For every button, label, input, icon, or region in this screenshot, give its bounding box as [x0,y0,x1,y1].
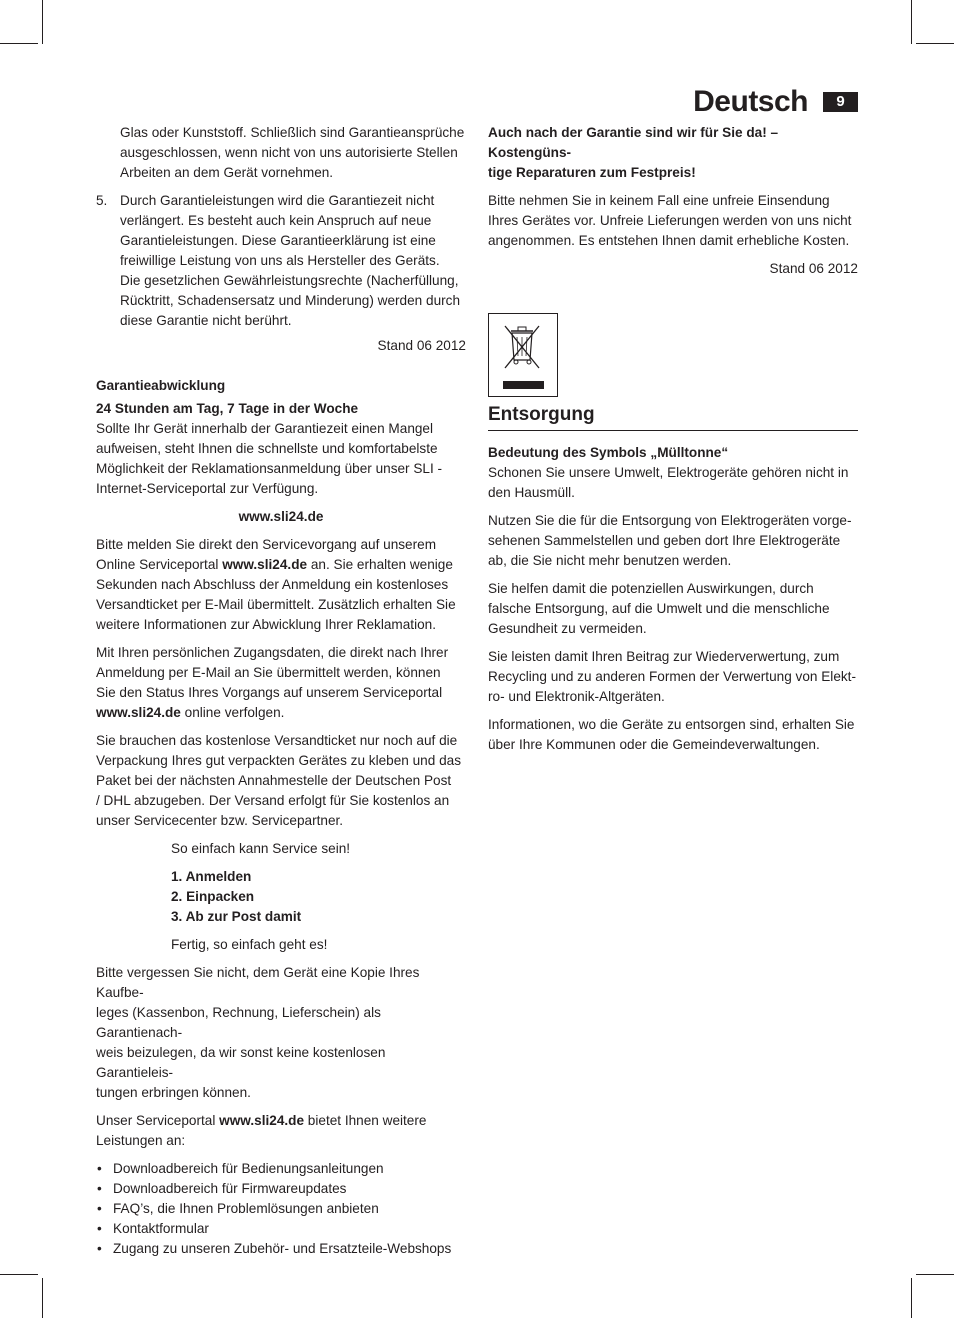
paragraph-disposal-3: Sie helfen damit die potenziellen Auswirkungen, durch falsche Entsorgung, auf die Umwelt und die menschliche Gesundheit zu vermeiden. [488,581,830,636]
subheading-symbol-meaning: Bedeutung des Symbols „Mülltonne“ [488,445,729,460]
paragraph-unfree-shipping: Bitte nehmen Sie in keinem Fall eine unfreie Einsendung Ihres Gerätes vor. Unfreie Lieferungen werden von uns nicht angenommen. Es entstehen Ihnen damit erhebliche Kosten. [488,193,852,248]
paragraph-disposal-4: Sie leisten damit Ihren Beitrag zur Wiederverwertung, zum Recycling und zu anderen Formen der Verwertung von Elekt- ro- und Elektronik-Altgeräten. [488,649,856,704]
left-column [96,123,466,1259]
warranty-item-5: 5. Durch Garantieleistungen wird die Garantiezeit nicht verlängert. Es besteht auch kein Anspruch auf neue Garantieleistungen. Diese Garantieerklärung ist eine freiwillige Leistung von uns als Hersteller des Geräts. Die gesetzlichen Gewährleistungsrechte (Nacherfüllung, Rücktritt, Schadensersatz und Minderung) werden durch diese Garantie nicht berührt. [96,193,461,328]
crop-mark [42,0,43,44]
list-item: • Downloadbereich für Firmwareupdates [96,1179,466,1199]
steps-list [96,867,466,927]
paragraph-portal-services: Unser Serviceportal www.sli24.de bietet Ihnen weitere Leistungen an: [96,1113,427,1148]
list-item: • Downloadbereich für Bedienungsanleitungen [96,1159,466,1179]
crop-mark [911,0,912,44]
bullet-icon: • [97,1181,102,1196]
list-item: • Zugang zu unseren Zubehör- und Ersatzteile-Webshops [96,1239,466,1259]
bullet-icon: • [97,1161,102,1176]
page-number-badge: 9 [823,92,858,112]
crop-mark [0,1274,38,1275]
paragraph-status: Mit Ihren persönlichen Zugangsdaten, die direkt nach Ihrer Anmeldung per E-Mail an Sie übermittelt werden, können Sie den Status Ihres Vorgangs auf unserem Serviceportal www.sli24.de online verfolgen. [96,645,449,720]
list-item: • FAQ’s, die Ihnen Problemlösungen anbieten [96,1199,466,1219]
crop-mark [0,43,38,44]
list-item: • Kontaktformular [96,1219,466,1239]
section-heading-garantieabwicklung: Garantieabwicklung [96,378,226,393]
service-url-link[interactable]: www.sli24.de [96,705,181,720]
paragraph-receipt: Bitte vergessen Sie nicht, dem Gerät eine Kopie Ihres Kaufbe- leges (Kassenbon, Rechnung, Lieferschein) als Garantienach- weis beizulegen, da wir sonst keine kostenlosen Garantieleis- tungen erbringen können. [96,965,420,1100]
stand-date: Stand 06 2012 [769,261,858,276]
warranty-item-continuation: Glas oder Kunststoff. Schließlich sind Garantieansprüche ausgeschlossen, wenn nicht von uns autorisierte Stellen Arbeiten an dem Gerät vornehmen. [120,125,465,180]
crop-mark [911,1278,912,1318]
crop-mark [916,1274,954,1275]
after-warranty-heading: Auch nach der Garantie sind wir für Sie da! – Kostengüns- tige Reparaturen zum Festpreis! [488,125,779,180]
step-item: 2. Einpacken [171,889,255,904]
bullet-icon: • [97,1221,102,1236]
step-item: 3. Ab zur Post damit [171,909,302,924]
stand-date: Stand 06 2012 [377,338,466,353]
bullet-icon: • [97,1241,102,1256]
bullet-icon: • [97,1201,102,1216]
paragraph-intro: Sollte Ihr Gerät innerhalb der Garantiezeit einen Mangel aufweisen, steht Ihnen die schnellste und komfortabelste Möglichkeit der Reklamationsanmeldung über unser SLI - Internet-Serviceportal zur Verfügung. [96,421,443,496]
section-heading-entsorgung: Entsorgung [488,397,858,431]
step-item: 1. Anmelden [171,869,252,884]
paragraph-register: Bitte melden Sie direkt den Servicevorgang auf unserem Online Serviceportal www.sli24.de an. Sie erhalten wenige Sekunden nach Abschluss der Anmeldung ein kostenloses Versandticket per E-Mail übermittelt. Zusätzlich erhalten Sie weitere Informationen zur Abwicklung Ihrer Reklamation. [96,537,456,632]
service-url-link[interactable]: www.sli24.de [222,557,308,572]
paragraph-disposal-2: Nutzen Sie die für die Entsorgung von Elektrogeräten vorge- sehenen Sammelstellen und geben dort Ihre Elektrogeräte ab, die Sie nicht mehr benutzen werden. [488,513,852,568]
paragraph-disposal-5: Informationen, wo die Geräte zu entsorgen sind, erhalten Sie über Ihre Kommunen oder die Gemeindeverwaltungen. [488,717,855,752]
crossed-out-bin-icon [488,313,558,397]
right-column [488,123,858,763]
service-url-link[interactable]: www.sli24.de [238,509,324,524]
service-url-link[interactable]: www.sli24.de [219,1113,305,1128]
crop-mark [916,43,954,44]
services-list [96,1159,466,1259]
subheading-24-7: 24 Stunden am Tag, 7 Tage in der Woche [96,401,359,416]
done-line: Fertig, so einfach geht es! [171,937,328,952]
paragraph-shipping: Sie brauchen das kostenlose Versandticket nur noch auf die Verpackung Ihres gut verpackten Gerätes zu kleben und das Paket bei der nächsten Annahmestelle der Deutschen Post / DHL abzugeben. Der Versand erfolgt für Sie kostenlos an unser Servicecenter bzw. Servicepartner. [96,733,461,828]
crop-mark [42,1278,43,1318]
paragraph-disposal-1: Schonen Sie unsere Umwelt, Elektrogeräte gehören nicht in den Hausmüll. [488,465,849,500]
page-language-title: Deutsch [693,85,808,118]
item-number: 5. [96,193,108,208]
easy-service-line: So einfach kann Service sein! [171,841,351,856]
